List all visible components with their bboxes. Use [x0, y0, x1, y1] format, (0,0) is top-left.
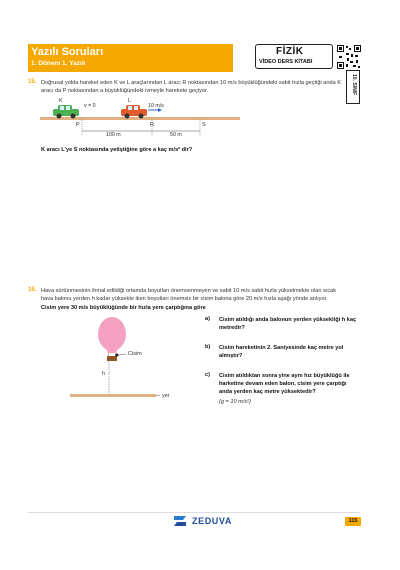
q16-b-letter: b): [205, 344, 211, 350]
label-r: R: [150, 122, 154, 128]
section-title: Yazılı Soruları: [31, 46, 104, 58]
footer-divider: [28, 512, 360, 513]
q16-b-line1: Cisim hareketinin 2. Saniyesinde kaç metre yol: [219, 345, 344, 351]
label-yer: yer: [162, 393, 170, 399]
q16-diagram: [66, 314, 166, 402]
zeduva-logo-icon: [174, 515, 188, 527]
label-k: K: [59, 98, 63, 104]
subject-title: FİZİK: [276, 46, 304, 57]
label-cisim: Cisim: [128, 351, 142, 357]
label-h: h: [102, 371, 106, 377]
dist-50m: 50 m: [170, 132, 182, 138]
q16-c-gravity: (g = 10 m/s²): [219, 399, 251, 405]
ground: [70, 394, 156, 397]
video-label: VİDEO DERS KİTABI: [259, 59, 313, 65]
grade-tab-label: 10. SINIF: [351, 74, 357, 96]
q15-number: 15.: [28, 79, 37, 85]
section-subtitle: 1. Dönem 1. Yazılı: [31, 60, 86, 67]
q15-text-line2: aracı da P noktasından a büyüklüğündeki ivmeyle harekete geçiyor.: [41, 88, 209, 94]
q16-a-line1: Cisim atıldığı anda balonun yerden yüksekliği h kaç: [219, 317, 357, 323]
dist-100m: 100 m: [106, 132, 121, 138]
q16-b-line2: almıştır?: [219, 353, 243, 359]
q16-c-line3: anda yerden kaç metre yüksektedir?: [219, 389, 316, 395]
page-number: 115: [348, 518, 358, 524]
q16-a-letter: a): [205, 316, 210, 322]
q16-a-line2: metredir?: [219, 325, 245, 331]
object-dot: [116, 354, 119, 357]
q15-text-line1: Doğrusal yolda hareket eden K ve L araçlarından L aracı R noktasından 10 m/s büyüklüğündeki sabit hızla geçtiği anda K: [41, 80, 341, 86]
q16-text-line2: hava balonu yerden h kadar yüksekte iken boyutları önemsiz bir cisim balona göre 20 m/s hızla aşağı yönde atılıyor.: [41, 296, 328, 302]
q16-c-line1: Cisim atıldıktan sonra yine aynı hız büyüklüğü ile: [219, 373, 350, 379]
label-p: P: [76, 122, 80, 128]
qr-code-icon[interactable]: [336, 44, 362, 70]
label-s: S: [202, 122, 206, 128]
car-k-icon: [53, 105, 79, 119]
q16-text-line1: Hava sürtünmesinin ihmal edildiği ortamda boyutları önemsenmeyen ve sabit 10 m/s sabit hızla yükselmekte olan sıcak: [41, 288, 337, 294]
brand-name: ZEDUVA: [192, 516, 232, 526]
q15-question: K aracı L'ye S noktasında yetiştiğine göre a kaç m/s² dir?: [41, 147, 193, 153]
label-10ms: 10 m/s: [148, 103, 164, 109]
label-l: L: [128, 98, 132, 104]
basket-icon: [107, 356, 117, 361]
balloon-icon: [98, 317, 126, 351]
q15-diagram: [40, 98, 240, 142]
label-v0: v = 0: [84, 103, 96, 109]
q16-c-line2: harketine devam eden balon, cisim yere çarptığı: [219, 381, 347, 387]
q16-number: 16.: [28, 287, 37, 293]
car-l-icon: [121, 105, 147, 119]
q16-c-letter: c): [205, 372, 210, 378]
q16-text-line3: Cisim yere 30 m/s büyüklüğünde bir hızla yere çarptığına göre: [41, 305, 206, 311]
